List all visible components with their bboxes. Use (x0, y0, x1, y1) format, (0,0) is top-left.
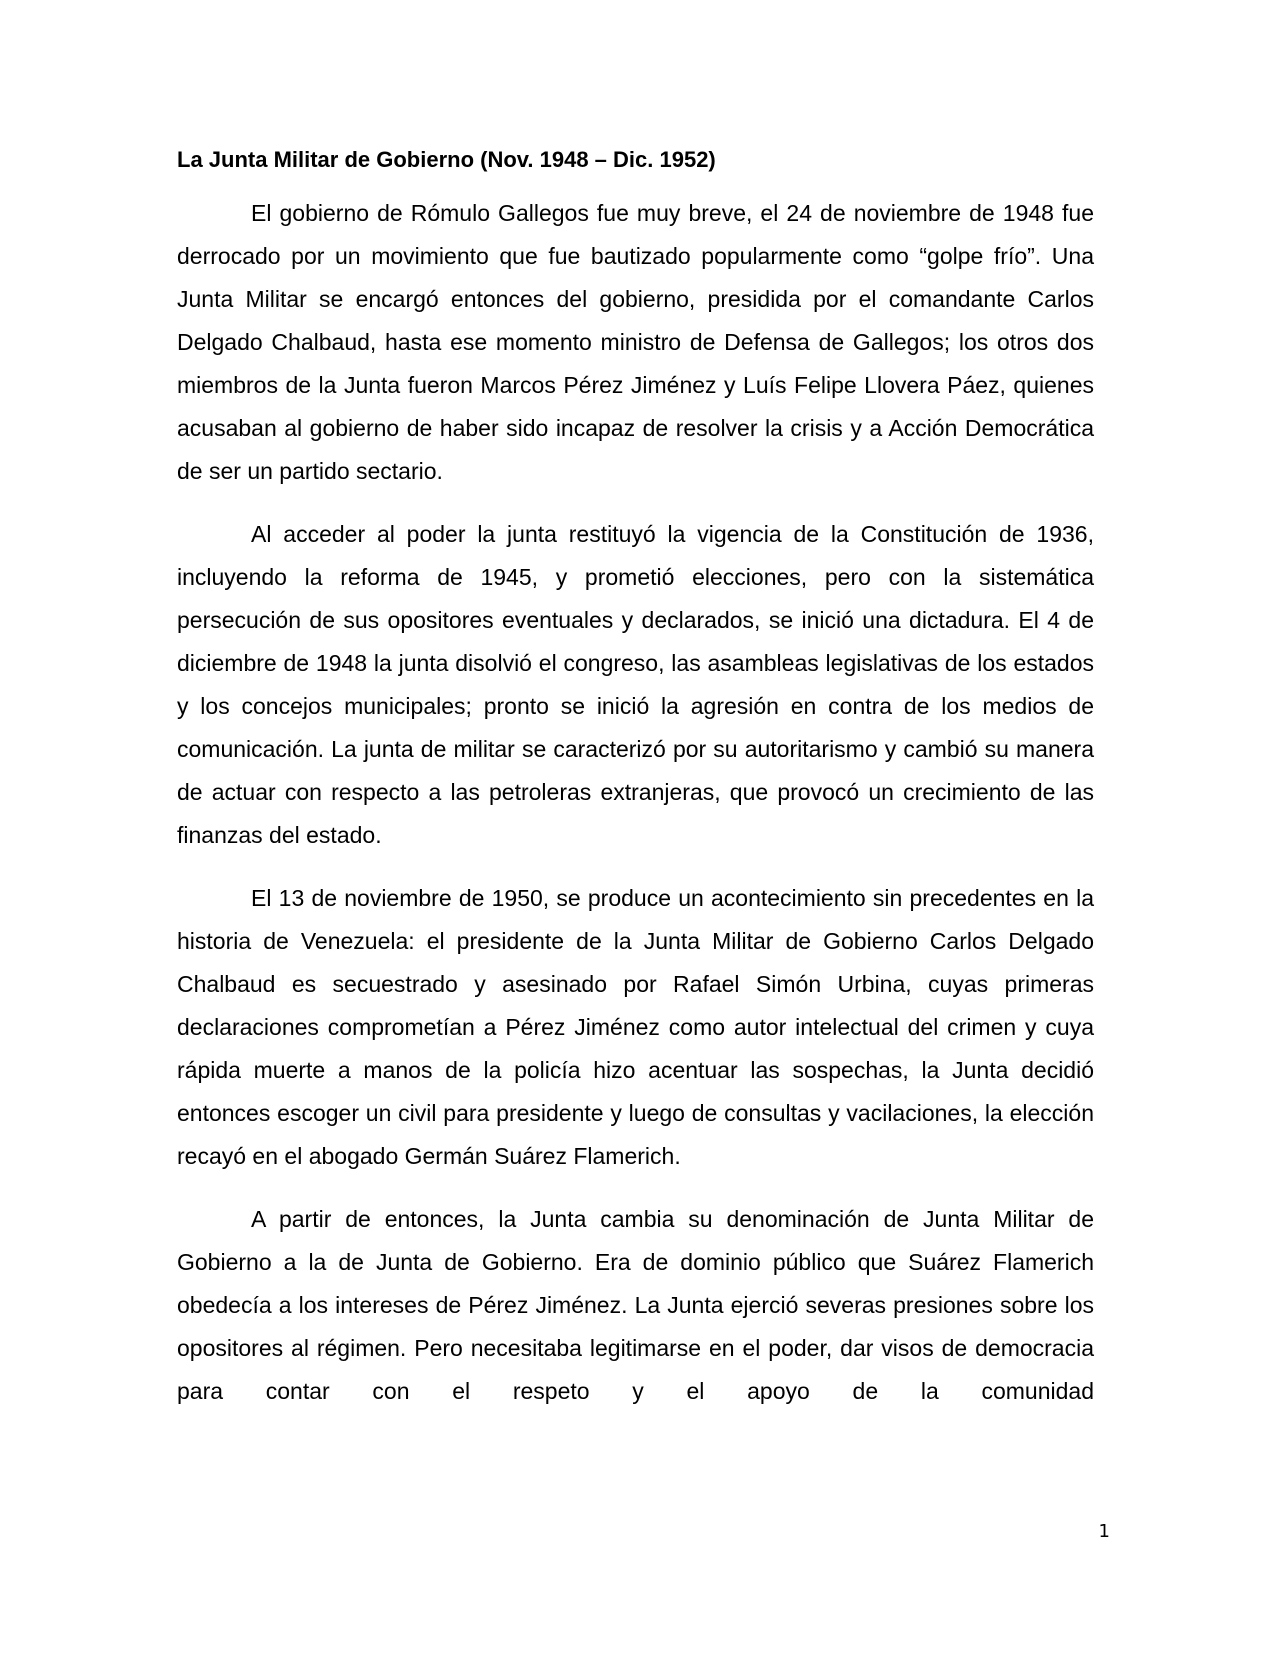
paragraph-4: A partir de entonces, la Junta cambia su denominación de Junta Militar de Gobierno a la de Junta de Gobierno. Era de dominio público que Suárez Flamerich obedecía a los intereses de Pérez Jiménez. La Junta ejerció severas presiones sobre los opositores al régimen. Pero necesitaba legitimarse en el poder, dar visos de democracia para contar con el respeto y el apoyo de la comunidad (177, 1206, 1094, 1404)
paragraph-3: El 13 de noviembre de 1950, se produce un acontecimiento sin precedentes en la historia de Venezuela: el presidente de la Junta Militar de Gobierno Carlos Delgado Chalbaud es secuestrado y asesinado por Rafael Simón Urbina, cuyas primeras declaraciones comprometían a Pérez Jiménez como autor intelectual del crimen y cuya rápida muerte a manos de la policía hizo acentuar las sospechas, la Junta decidió entonces escoger un civil para presidente y luego de consultas y vacilaciones, la elección recayó en el abogado Germán Suárez Flamerich. (177, 885, 1094, 1169)
page-number: 1 (1098, 1521, 1110, 1542)
page-body (177, 140, 1094, 1413)
paragraph-2: Al acceder al poder la junta restituyó la vigencia de la Constitución de 1936, incluyendo la reforma de 1945, y prometió elecciones, pero con la sistemática persecución de sus opositores eventuales y declarados, se inició una dictadura. El 4 de diciembre de 1948 la junta disolvió el congreso, las asambleas legislativas de los estados y los concejos municipales; pronto se inició la agresión en contra de los medios de comunicación. La junta de militar se caracterizó por su autoritarismo y cambió su manera de actuar con respecto a las petroleras extranjeras, que provocó un crecimiento de las finanzas del estado. (177, 521, 1094, 848)
paragraph-1: El gobierno de Rómulo Gallegos fue muy breve, el 24 de noviembre de 1948 fue derrocado por un movimiento que fue bautizado popularmente como “golpe frío”. Una Junta Militar se encargó entonces del gobierno, presidida por el comandante Carlos Delgado Chalbaud, hasta ese momento ministro de Defensa de Gallegos; los otros dos miembros de la Junta fueron Marcos Pérez Jiménez y Luís Felipe Llovera Páez, quienes acusaban al gobierno de haber sido incapaz de resolver la crisis y a Acción Democrática de ser un partido sectario. (177, 200, 1094, 484)
section-title: La Junta Militar de Gobierno (Nov. 1948 – Dic. 1952) (177, 147, 716, 172)
